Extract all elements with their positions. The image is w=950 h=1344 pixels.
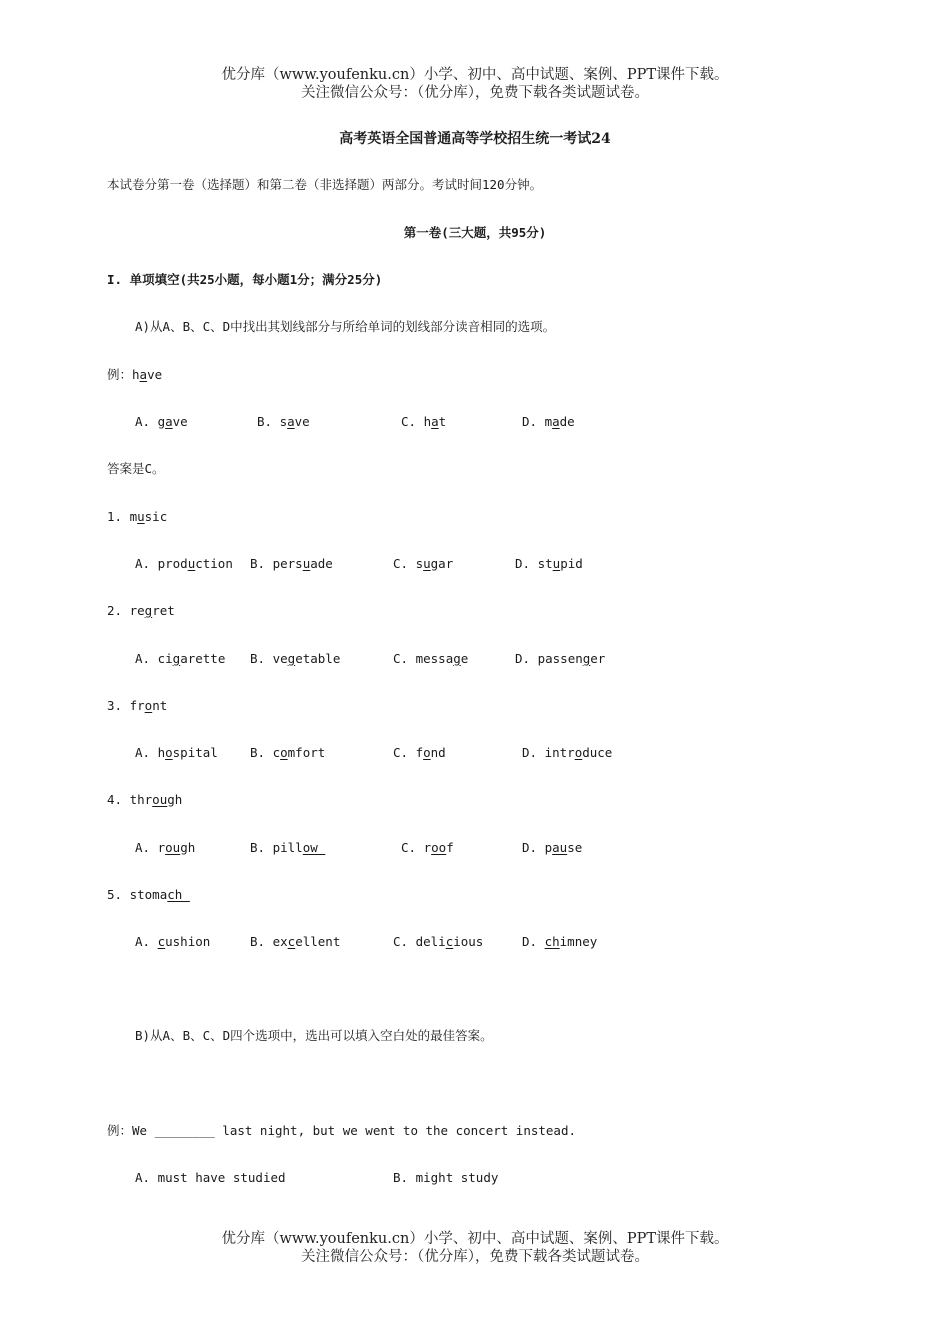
question-3-option-b[interactable]: B. comfort (250, 745, 326, 760)
question-5-option-c[interactable]: C. delicious (393, 934, 484, 949)
question-5-option-a[interactable]: A. cushion (135, 934, 211, 949)
underlined-sound: a (139, 367, 148, 382)
question-1-word: 1. music (107, 509, 168, 524)
question-5-option-d[interactable]: D. chimney (522, 934, 598, 949)
question-3-word: 3. front (107, 698, 168, 713)
question-5-option-b[interactable]: B. excellent (250, 934, 341, 949)
question-1-option-b[interactable]: B. persuade (250, 556, 333, 571)
question-1-option-d[interactable]: D. stupid (515, 556, 583, 571)
question-4-option-b[interactable]: B. pillow (250, 840, 326, 855)
part-one-heading: 第一卷(三大题，共95分) (403, 225, 547, 240)
part-b-example-option-b[interactable]: B. might study (393, 1170, 499, 1185)
question-2-option-b[interactable]: B. vegetable (250, 651, 341, 666)
question-4-word: 4. through (107, 792, 183, 807)
question-3-option-a[interactable]: A. hospital (135, 745, 218, 760)
document-title: 高考英语全国普通高等学校招生统一考试24 (339, 131, 611, 147)
section-one-heading: I. 单项填空(共25小题，每小题1分；满分25分) (107, 272, 383, 287)
example-option-c: C. hat (401, 414, 447, 429)
question-2-option-d[interactable]: D. passenger (515, 651, 606, 666)
footer-banner (0, 1230, 950, 1266)
example-option-b: B. save (257, 414, 310, 429)
header-line-1: 优分库（www.youfenku.cn）小学、初中、高中试题、案例、PPT课件下载。 (221, 67, 729, 83)
header-line-2: 关注微信公众号：（优分库），免费下载各类试题试卷。 (301, 85, 649, 101)
question-5-word: 5. stomach (107, 887, 190, 902)
question-4-option-c[interactable]: C. roof (401, 840, 454, 855)
part-a-instruction: A)从A、B、C、D中找出其划线部分与所给单词的划线部分读音相同的选项。 (135, 319, 556, 334)
example-answer: 答案是C。 (107, 461, 165, 476)
footer-line-2: 关注微信公众号：（优分库），免费下载各类试题试卷。 (301, 1249, 649, 1265)
example-option-d: D. made (522, 414, 575, 429)
question-1-option-a[interactable]: A. production (135, 556, 233, 571)
header-banner (0, 66, 950, 102)
example-prefix: 例： (107, 367, 133, 382)
question-4-option-a[interactable]: A. rough (135, 840, 196, 855)
example-word: 例：have (107, 367, 163, 382)
question-2-option-a[interactable]: A. cigarette (135, 651, 226, 666)
question-2-word: 2. regret (107, 603, 175, 618)
example-option-a: A. gave (135, 414, 188, 429)
footer-line-1: 优分库（www.youfenku.cn）小学、初中、高中试题、案例、PPT课件下载。 (221, 1231, 729, 1247)
exam-intro: 本试卷分第一卷（选择题）和第二卷（非选择题）两部分。考试时间120分钟。 (107, 177, 543, 192)
question-1-option-c[interactable]: C. sugar (393, 556, 454, 571)
question-4-option-d[interactable]: D. pause (522, 840, 583, 855)
part-b-instruction: B)从A、B、C、D四个选项中，选出可以填入空白处的最佳答案。 (135, 1028, 493, 1043)
question-3-option-d[interactable]: D. introduce (522, 745, 613, 760)
question-3-option-c[interactable]: C. fond (393, 745, 446, 760)
part-b-example-option-a[interactable]: A. must have studied (135, 1170, 286, 1185)
part-b-example-sentence: 例：We ________ last night, but we went to the concert instead. (107, 1123, 577, 1138)
question-2-option-c[interactable]: C. message (393, 651, 469, 666)
